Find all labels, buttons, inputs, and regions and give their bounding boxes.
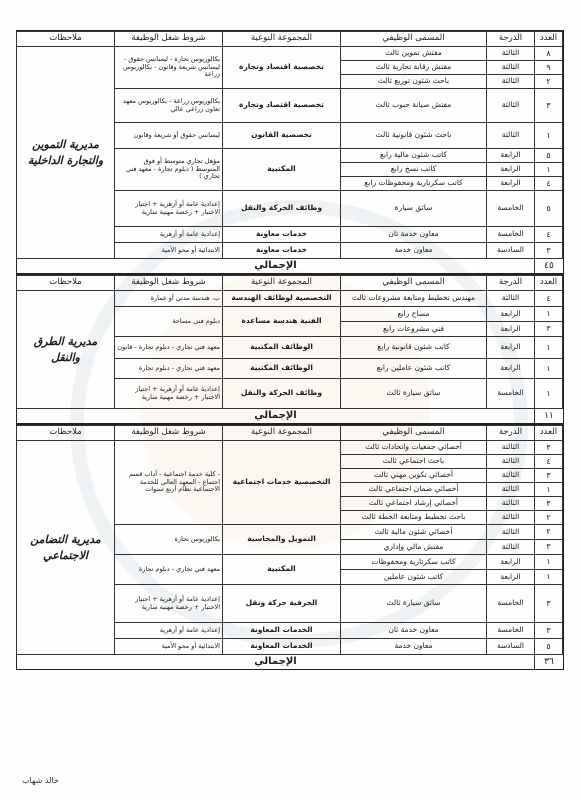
table-row: ٥ الخامسة سائق سيارة وظائف الحركة والنقل إعدادية عامة أو أزهرية + اجتياز الاختبار + رخصة مهنية سارية <box>17 191 563 227</box>
table-row: ٤ الثالثة مهندس تخطيط ومتابعة مشروعات ثالث التخصصية لوظائف الهندسة ب. هندسة مدني أو عمارة مديرية الطرق والنقل <box>17 291 563 307</box>
conditions-cell: إعدادية عامة أو أزهرية + اجتياز الاختبار + رخصة مهنية سارية <box>115 191 223 227</box>
table-row: ٣ الثالثة أخصائي تكوين مهني ثالث <box>17 469 563 483</box>
group-cell: الوظائف المكتبية <box>223 337 341 359</box>
conditions-cell: إعدادية عامة أو أزهرية <box>115 227 223 243</box>
total-count: ١١ <box>534 409 563 423</box>
col-group: المجموعة النوعية <box>223 426 341 441</box>
group-cell: المكتبية <box>223 555 341 585</box>
col-conditions: شروط شغل الوظيفة <box>115 426 223 441</box>
table-row: ١ الرابعة مساح رابع الفنية هندسة مساعدة دبلوم فني مساحة <box>17 307 563 322</box>
table-row: ١ الثالثة أخصائي ضمان اجتماعي ثالث <box>17 483 563 497</box>
section-supply-trade <box>16 30 564 259</box>
section-note: مديرية التضامن الاجتماعي <box>17 441 115 655</box>
table-row: ٣ الثالثة أخصائي جمعيات واتحادات ثالث التخصصية خدمات اجتماعية - كلية خدمة اجتماعية - آداب قسم اجتماع - المعهد العالي للخدمة الاجتماعية نظام أربع سنوات مديرية التضامن الاجتماعي <box>17 441 563 455</box>
group-cell: تخصصية اقتصاد وتجارة <box>223 47 341 89</box>
group-cell: الخدمات المعاونة <box>223 623 341 639</box>
conditions-cell: مؤهل تجاري متوسط أو فوق المتوسط ( دبلوم تجارة - معهد فني تجاري ) <box>115 149 223 191</box>
section-total <box>16 655 564 670</box>
table-row: ٤ الثالثة باحث اجتماعي ثالث <box>17 455 563 469</box>
col-notes: ملاحظات <box>17 276 115 291</box>
group-cell: الخدمات المعاونة <box>223 639 341 655</box>
conditions-cell: بكالوريوس تجارة - ليسانس حقوق - ليسانس شريعة وقانون - بكالوريوس زراعة <box>115 47 223 89</box>
table-row: ٢ الثالثة أخصائي شئون مالية ثالث التمويل والمحاسبة بكالوريوس تجارة <box>17 525 563 540</box>
conditions-cell: الابتدائية أو محو الأمية <box>115 243 223 259</box>
group-cell: وظائف الحركة والنقل <box>223 191 341 227</box>
conditions-cell: بكالوريوس زراعة - بكالوريوس معهد تعاون زراعي عالي <box>115 89 223 123</box>
group-cell: خدمات معاونة <box>223 243 341 259</box>
group-cell: المكتبية <box>223 149 341 191</box>
total-label: الإجمالي <box>254 410 297 421</box>
table-social-solidarity <box>16 425 563 655</box>
col-count: العدد <box>535 276 563 291</box>
col-title: المسمى الوظيفي <box>341 32 487 47</box>
signature-footer: خالد شهاب <box>22 776 59 785</box>
table-row: ١ الثالثة باحث شئون قانونية ثالث تخصصية القانون ليسانس حقوق أو شريعة وقانون <box>17 123 563 149</box>
table-row: ٩ الثالثة مفتش رقابة تجارية ثالث <box>17 61 563 75</box>
table-row: ٣ الخامسة سائق سيارة ثالث الحرفية حركة ونقل إعدادية عامة أو أزهرية + اجتياز الاختبار + رخصة مهنية سارية <box>17 585 563 623</box>
table-row: ٤ الخامسة معاون خدمة ثان خدمات معاونة إعدادية عامة أو أزهرية <box>17 227 563 243</box>
table-row: ٣ الرابعة فني مشروعات رابع <box>17 322 563 337</box>
conditions-cell: دبلوم فني مساحة <box>115 307 223 337</box>
table-header <box>17 426 563 441</box>
section-note: مديرية التموين والتجارة الداخلية <box>17 47 115 259</box>
total-count: ٣٦ <box>534 655 563 669</box>
conditions-cell: معهد فني تجاري - دبلوم تجارة - قانون <box>115 337 223 359</box>
table-row: ١ الرابعة كاتب شئون قانونية رابع الوظائف المكتبية معهد فني تجاري - دبلوم تجارة - قانون <box>17 337 563 359</box>
table-row: ٨ الثالثة مفتش تموين ثالث تخصصية اقتصاد وتجارة بكالوريوس تجارة - ليسانس حقوق - ليسانس شريعة وقانون - بكالوريوس زراعة مديرية التموين والتجارة الداخلية <box>17 47 563 61</box>
section-note: مديرية الطرق والنقل <box>17 291 115 409</box>
table-row: ٣ الخامسة معاون خدمة ثان الخدمات المعاونة إعدادية عامة أو أزهرية <box>17 623 563 639</box>
col-conditions: شروط شغل الوظيفة <box>115 276 223 291</box>
col-grade: الدرجة <box>487 32 535 47</box>
col-notes: ملاحظات <box>17 32 115 47</box>
col-grade: الدرجة <box>487 276 535 291</box>
conditions-cell: معهد فني تجاري - دبلوم تجارة <box>115 555 223 585</box>
table-row: ٢ الثالثة باحث شئون توزيع ثالث <box>17 75 563 89</box>
table-header <box>17 32 563 47</box>
table-roads-transport <box>16 275 563 409</box>
table-row: ٢ الثالثة باحث تخطيط ومتابعة الخطة ثالث <box>17 511 563 525</box>
section-roads-transport <box>16 274 564 409</box>
group-cell: الفنية هندسة مساعدة <box>223 307 341 337</box>
col-group: المجموعة النوعية <box>223 276 341 291</box>
col-count: العدد <box>535 426 563 441</box>
conditions-cell: إعدادية عامة أو أزهرية + اجتياز الاختبار + رخصة مهنية سارية <box>115 379 223 409</box>
table-row: ٣ الثالثة مفتش مالي وإداري <box>17 540 563 555</box>
table-row: ٣ الثالثة مفتش صيانة حبوب ثالث تخصصية اقتصاد وتجارة بكالوريوس زراعة - بكالوريوس معهد تعاون زراعي عالي <box>17 89 563 123</box>
group-cell: الحرفية حركة ونقل <box>223 585 341 623</box>
col-notes: ملاحظات <box>17 426 115 441</box>
conditions-cell: إعدادية عامة أو أزهرية <box>115 623 223 639</box>
conditions-cell: بكالوريوس تجارة <box>115 525 223 555</box>
total-label: الإجمالي <box>254 260 297 271</box>
group-cell: تخصصية القانون <box>223 123 341 149</box>
table-row: ١ الخامسة سائق سيارة ثالث وظائف الحركة والنقل إعدادية عامة أو أزهرية + اجتياز الاختبار + رخصة مهنية سارية <box>17 379 563 409</box>
table-row: ١ الرابعة كاتب شئون عاملين <box>17 570 563 585</box>
section-social-solidarity <box>16 424 564 655</box>
conditions-cell: - كلية خدمة اجتماعية - آداب قسم اجتماع - المعهد العالي للخدمة الاجتماعية نظام أربع سنوات <box>115 441 223 525</box>
group-cell: تخصصية اقتصاد وتجارة <box>223 89 341 123</box>
conditions-cell: إعدادية عامة أو أزهرية + اجتياز الاختبار + رخصة مهنية سارية <box>115 585 223 623</box>
table-header <box>17 276 563 291</box>
table-row: ٣ السادسة معاون خدمة خدمات معاونة الابتدائية أو محو الأمية <box>17 243 563 259</box>
col-group: المجموعة النوعية <box>223 32 341 47</box>
table-row: ١ الرابعة كاتب شئون عاملين رابع الوظائف المكتبية معهد فني تجاري - دبلوم تجارة <box>17 359 563 379</box>
group-cell: خدمات معاونة <box>223 227 341 243</box>
col-conditions: شروط شغل الوظيفة <box>115 32 223 47</box>
table-row: ٤ الرابعة كاتب سكرتارية ومحفوظات رابع <box>17 177 563 191</box>
section-total <box>16 259 564 274</box>
col-grade: الدرجة <box>487 426 535 441</box>
conditions-cell: الابتدائية أو محو الأمية <box>115 639 223 655</box>
table-row: ٣ الثالثة أخصائي إرشاد اجتماعي ثالث <box>17 497 563 511</box>
vacancies-sheet <box>16 30 564 670</box>
group-cell: التخصصية لوظائف الهندسة <box>223 291 341 307</box>
table-row: ٥ الرابعة كاتب شئون مالية رابع المكتبية مؤهل تجاري متوسط أو فوق المتوسط ( دبلوم تجارة - معهد فني تجاري ) <box>17 149 563 163</box>
total-label: الإجمالي <box>254 656 297 667</box>
conditions-cell: ليسانس حقوق أو شريعة وقانون <box>115 123 223 149</box>
table-supply-trade <box>16 31 563 259</box>
conditions-cell: معهد فني تجاري - دبلوم تجارة <box>115 359 223 379</box>
col-count: العدد <box>535 32 563 47</box>
group-cell: التخصصية خدمات اجتماعية <box>223 441 341 525</box>
table-row: ١ الرابعة كاتب نسخ رابع <box>17 163 563 177</box>
table-row: ٥ السادسة معاون خدمة الخدمات المعاونة الابتدائية أو محو الأمية <box>17 639 563 655</box>
col-title: المسمى الوظيفي <box>341 426 487 441</box>
group-cell: التمويل والمحاسبة <box>223 525 341 555</box>
group-cell: الوظائف المكتبية <box>223 359 341 379</box>
total-count: ٤٥ <box>534 259 563 273</box>
section-total <box>16 409 564 424</box>
group-cell: وظائف الحركة والنقل <box>223 379 341 409</box>
table-row: ١ الرابعة كاتب سكرتارية ومحفوظات المكتبية معهد فني تجاري - دبلوم تجارة <box>17 555 563 570</box>
conditions-cell: ب. هندسة مدني أو عمارة <box>115 291 223 307</box>
col-title: المسمى الوظيفي <box>341 276 487 291</box>
